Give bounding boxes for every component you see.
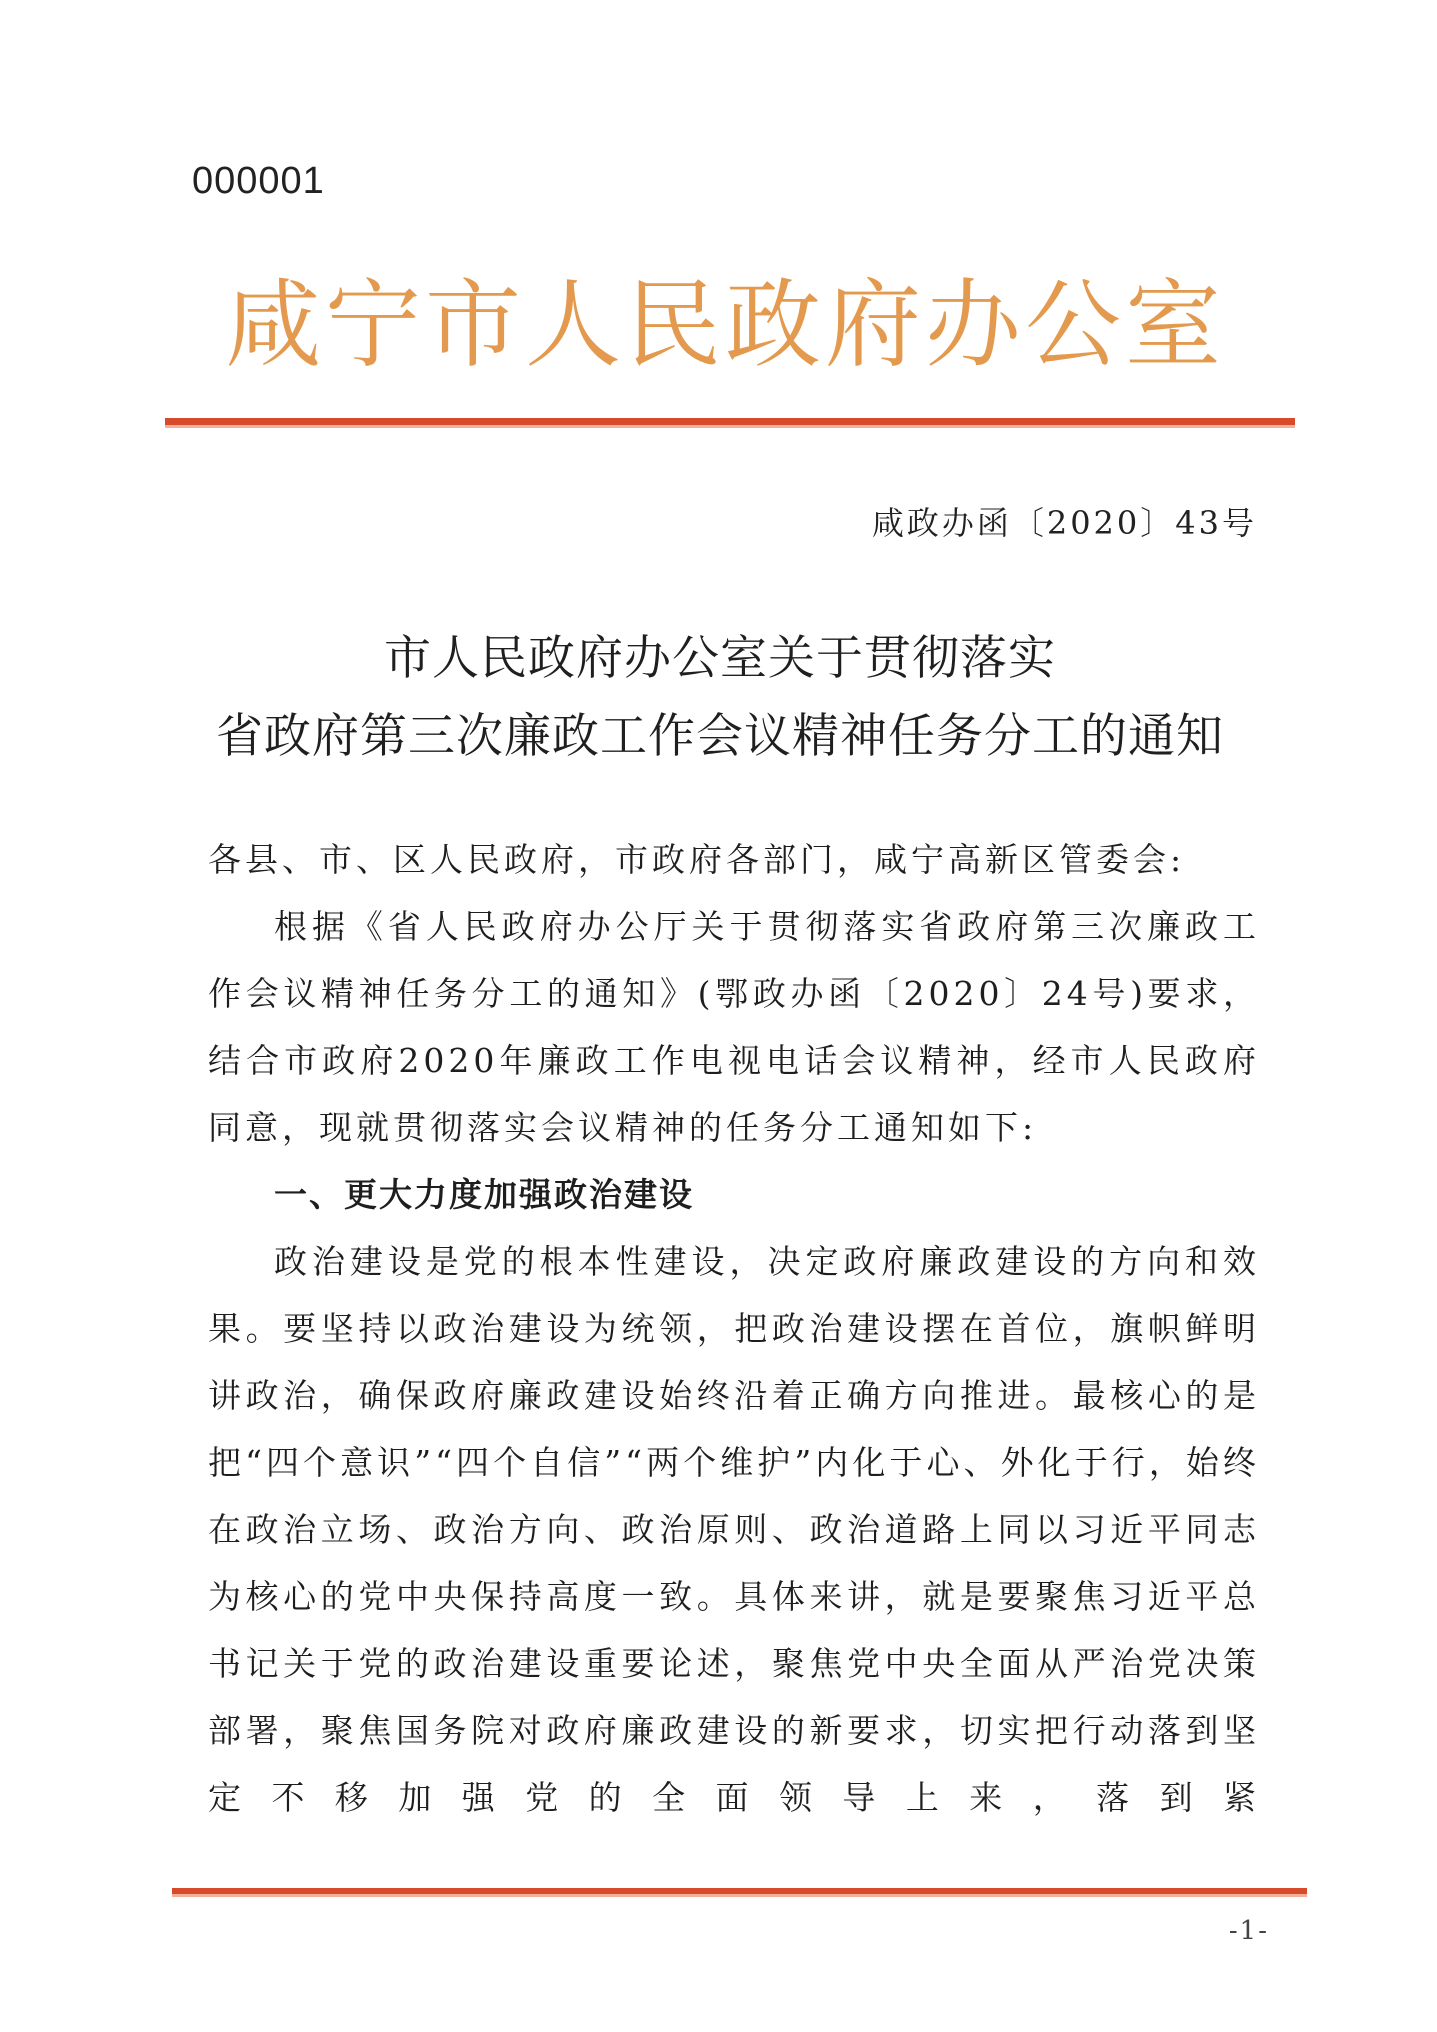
title-line-1: 市人民政府办公室关于贯彻落实 xyxy=(384,631,1056,686)
page-number: -1- xyxy=(1228,1916,1269,1946)
document-serial-number: 000001 xyxy=(192,160,325,202)
body-paragraph-1: 根据《省人民政府办公厅关于贯彻落实省政府第三次廉政工作会议精神任务分工的通知》(鄂政办函〔2020〕24号)要求，结合市政府2020年廉政工作电视电话会议精神，经市人民政府同意，现就贯彻落实会议精神的任务分工通知如下: xyxy=(208,907,1260,1147)
document-title xyxy=(120,620,1320,776)
section-heading-1: 一、更大力度加强政治建设 xyxy=(274,1175,694,1214)
title-line-2: 省政府第三次廉政工作会议精神任务分工的通知 xyxy=(216,709,1224,764)
document-body xyxy=(208,826,1260,1831)
body-paragraph-2: 政治建设是党的根本性建设，决定政府廉政建设的方向和效果。要坚持以政治建设为统领，把政治建设摆在首位，旗帜鲜明讲政治，确保政府廉政建设始终沿着正确方向推进。最核心的是把“四个意识”“四个自信”“两个维护”内化于心、外化于行，始终在政治立场、政治方向、政治原则、政治道路上同以习近平同志为核心的党中央保持高度一致。具体来讲，就是要聚焦习近平总书记关于党的政治建设重要论述，聚焦党中央全面从严治党决策部署，聚焦国务院对政府廉政建设的新要求，切实把行动落到坚定不移加强党的全面领导上来，落到紧 xyxy=(208,1242,1260,1817)
issuing-authority-masthead: 咸宁市人民政府办公室 xyxy=(225,269,1225,381)
salutation: 各县、市、区人民政府，市政府各部门，咸宁高新区管委会: xyxy=(208,840,1186,879)
footer-red-rule xyxy=(172,1888,1307,1894)
masthead-red-rule xyxy=(165,418,1295,425)
document-number: 咸政办函〔2020〕43号 xyxy=(871,504,1257,542)
